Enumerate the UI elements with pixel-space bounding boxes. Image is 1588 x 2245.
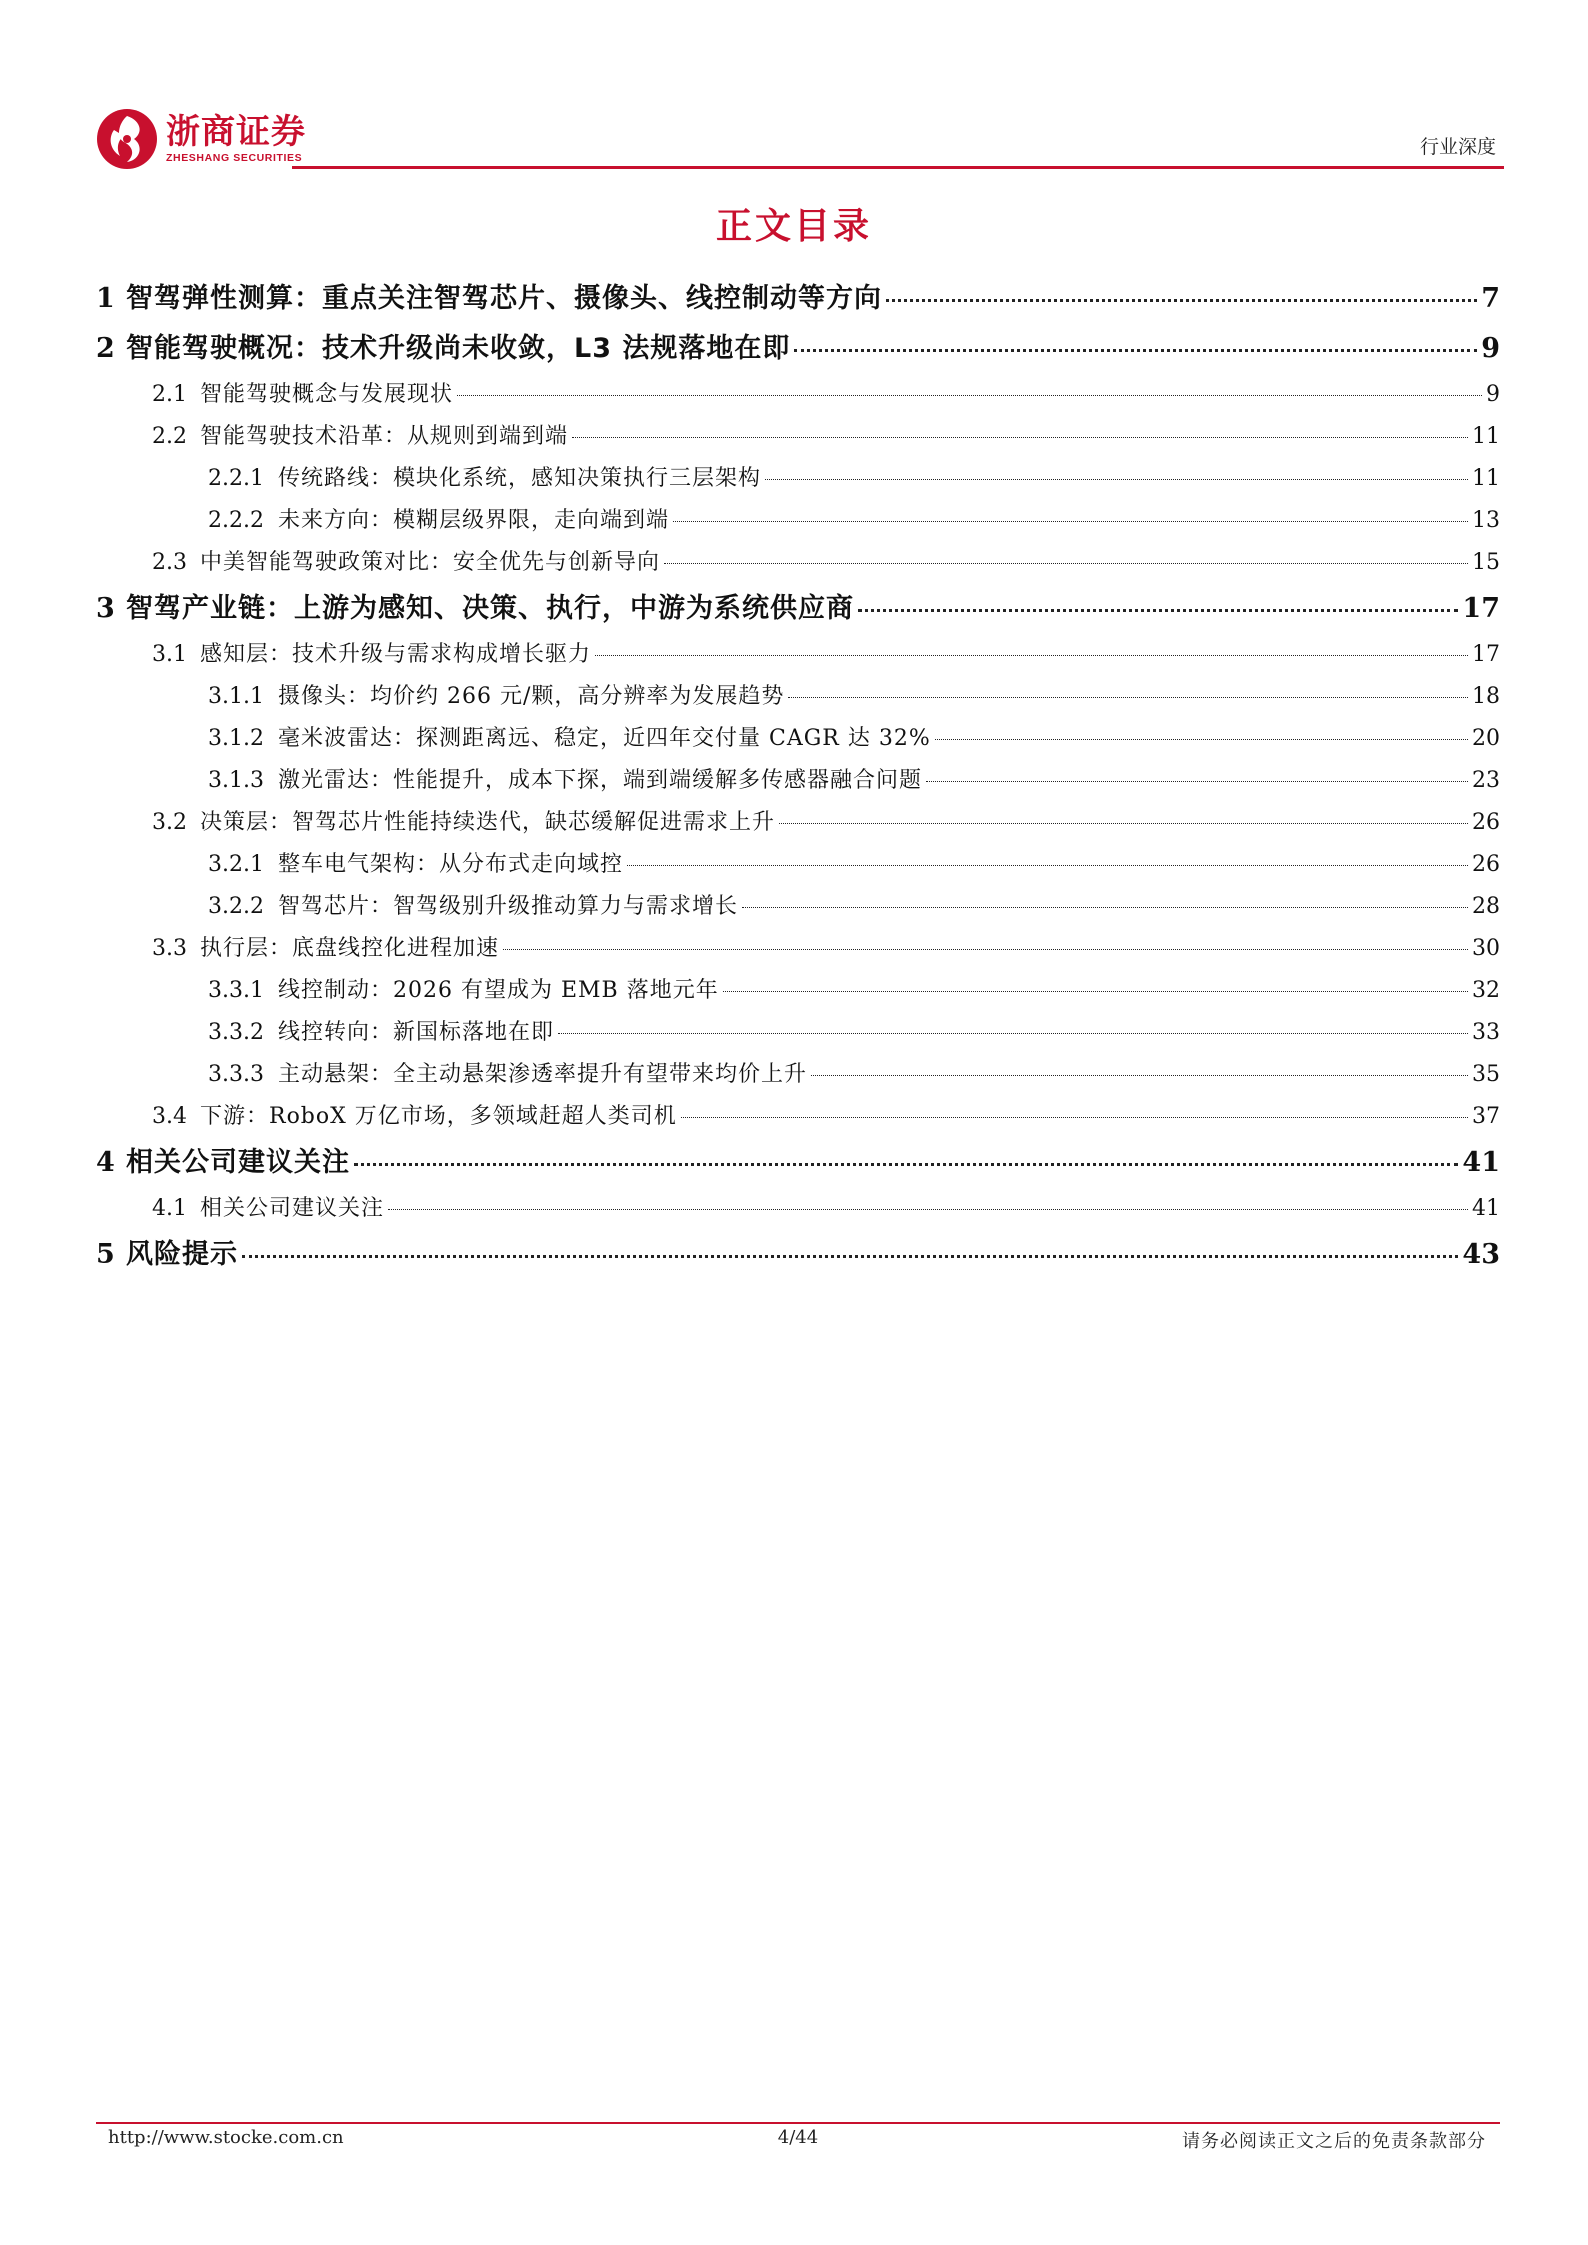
header-divider	[292, 166, 1504, 169]
toc-entry-page: 26	[1472, 810, 1500, 835]
toc-entry-label: 智驾芯片：智驾级别升级推动算力与需求增长	[278, 894, 739, 919]
toc-entry[interactable]	[96, 844, 1500, 886]
toc-entry[interactable]	[96, 676, 1500, 718]
toc-leader-dots	[503, 949, 1468, 950]
toc-leader-dots	[388, 1209, 1468, 1210]
logo-english-name: ZHESHANG SECURITIES	[166, 152, 303, 164]
toc-entry-page: 33	[1472, 1020, 1500, 1045]
toc-entry-page: 41	[1462, 1147, 1500, 1178]
toc-entry-number: 2.2.1	[208, 466, 264, 491]
toc-entry-number: 3.4	[152, 1104, 187, 1129]
toc-entry-number: 3.3.1	[208, 978, 264, 1003]
logo-chinese-name: 浙商证券	[166, 112, 306, 152]
disclaimer-notice: 请务必阅读正文之后的免责条款部分	[1182, 2131, 1486, 2152]
zheshang-logo-icon	[96, 108, 158, 170]
toc-leader-dots	[681, 1117, 1468, 1118]
toc-entry-page: 9	[1481, 333, 1500, 364]
toc-entry-label: 智能驾驶技术沿革：从规则到端到端	[200, 424, 569, 449]
toc-entry-number: 2.2	[152, 424, 187, 449]
report-type-tag: 行业深度	[1419, 136, 1496, 158]
toc-leader-dots	[788, 697, 1468, 698]
toc-entry-number: 2.1	[152, 382, 187, 407]
toc-leader-dots	[242, 1255, 1458, 1258]
toc-entry-page: 13	[1472, 508, 1500, 533]
toc-entry-page: 11	[1472, 424, 1500, 449]
toc-entry[interactable]	[96, 458, 1500, 500]
toc-leader-dots	[935, 739, 1468, 740]
toc-entry-label: 智能驾驶概念与发展现状	[200, 382, 454, 407]
toc-entry-page: 18	[1472, 684, 1500, 709]
toc-entry-page: 11	[1472, 466, 1500, 491]
toc-leader-dots	[858, 609, 1458, 612]
toc-entry[interactable]	[96, 760, 1500, 802]
toc-entry-label: 相关公司建议关注	[126, 1147, 350, 1178]
toc-entry-label: 主动悬架：全主动悬架渗透率提升有望带来均价上升	[278, 1062, 808, 1087]
toc-entry[interactable]	[96, 274, 1500, 324]
toc-entry[interactable]	[96, 500, 1500, 542]
toc-entry[interactable]	[96, 1096, 1500, 1138]
page-header	[96, 96, 1500, 168]
toc-entry[interactable]	[96, 1188, 1500, 1230]
toc-entry-number: 3.2	[152, 810, 187, 835]
toc-leader-dots	[794, 349, 1477, 352]
toc-entry-number: 2	[96, 333, 115, 364]
toc-entry[interactable]	[96, 1012, 1500, 1054]
toc-leader-dots	[886, 299, 1477, 302]
toc-entry[interactable]	[96, 324, 1500, 374]
table-of-contents	[96, 274, 1500, 1280]
toc-entry[interactable]	[96, 718, 1500, 760]
footer-divider	[96, 2122, 1500, 2124]
toc-entry[interactable]	[96, 1230, 1500, 1280]
toc-entry-label: 未来方向：模糊层级界限，走向端到端	[278, 508, 670, 533]
toc-entry-number: 1	[96, 283, 115, 314]
toc-entry-number: 2.2.2	[208, 508, 264, 533]
toc-entry-label: 线控制动：2026 有望成为 EMB 落地元年	[278, 978, 719, 1003]
toc-entry-number: 2.3	[152, 550, 187, 575]
toc-entry-page: 20	[1472, 726, 1500, 751]
toc-entry-label: 智驾弹性测算：重点关注智驾芯片、摄像头、线控制动等方向	[126, 283, 882, 314]
toc-entry-page: 23	[1472, 768, 1500, 793]
toc-entry[interactable]	[96, 970, 1500, 1012]
toc-entry-page: 9	[1486, 382, 1500, 407]
toc-entry-number: 4.1	[152, 1196, 187, 1221]
toc-entry[interactable]	[96, 1138, 1500, 1188]
toc-leader-dots	[627, 865, 1468, 866]
toc-entry-label: 线控转向：新国标落地在即	[278, 1020, 555, 1045]
toc-entry-label: 感知层：技术升级与需求构成增长驱力	[200, 642, 592, 667]
toc-entry-number: 4	[96, 1147, 115, 1178]
toc-entry[interactable]	[96, 416, 1500, 458]
toc-entry-page: 35	[1472, 1062, 1500, 1087]
toc-entry-page: 30	[1472, 936, 1500, 961]
toc-entry-number: 3.3.3	[208, 1062, 264, 1087]
toc-entry-label: 中美智能驾驶政策对比：安全优先与创新导向	[200, 550, 661, 575]
toc-leader-dots	[572, 437, 1468, 438]
toc-entry[interactable]	[96, 1054, 1500, 1096]
toc-entry[interactable]	[96, 886, 1500, 928]
toc-leader-dots	[664, 563, 1468, 564]
toc-entry-label: 相关公司建议关注	[200, 1196, 385, 1221]
toc-entry-label: 传统路线：模块化系统，感知决策执行三层架构	[278, 466, 762, 491]
toc-entry-page: 41	[1472, 1196, 1500, 1221]
toc-entry-number: 3	[96, 593, 115, 624]
toc-entry[interactable]	[96, 928, 1500, 970]
toc-entry-page: 17	[1472, 642, 1500, 667]
toc-entry-label: 激光雷达：性能提升，成本下探，端到端缓解多传感器融合问题	[278, 768, 923, 793]
toc-leader-dots	[354, 1163, 1458, 1166]
toc-entry-number: 3.1.2	[208, 726, 264, 751]
toc-leader-dots	[457, 395, 1482, 396]
toc-leader-dots	[723, 991, 1468, 992]
toc-entry[interactable]	[96, 542, 1500, 584]
toc-leader-dots	[779, 823, 1468, 824]
toc-entry-label: 毫米波雷达：探测距离远、稳定，近四年交付量 CAGR 达 32%	[278, 726, 931, 751]
toc-leader-dots	[811, 1075, 1468, 1076]
toc-entry[interactable]	[96, 802, 1500, 844]
toc-entry-number: 3.2.2	[208, 894, 264, 919]
toc-entry-number: 3.3.2	[208, 1020, 264, 1045]
toc-entry-page: 37	[1472, 1104, 1500, 1129]
toc-entry-number: 5	[96, 1239, 115, 1270]
toc-entry-label: 智驾产业链：上游为感知、决策、执行，中游为系统供应商	[126, 593, 854, 624]
toc-entry-page: 28	[1472, 894, 1500, 919]
toc-entry-number: 3.2.1	[208, 852, 264, 877]
toc-entry-label: 整车电气架构：从分布式走向域控	[278, 852, 624, 877]
website-link[interactable]: http://www.stocke.com.cn	[108, 2127, 344, 2148]
toc-leader-dots	[673, 521, 1468, 522]
toc-entry-label: 决策层：智驾芯片性能持续迭代，缺芯缓解促进需求上升	[200, 810, 776, 835]
page-title: 正文目录	[715, 206, 872, 247]
toc-entry[interactable]	[96, 634, 1500, 676]
toc-entry-number: 3.1.1	[208, 684, 264, 709]
toc-leader-dots	[595, 655, 1468, 656]
toc-entry-page: 43	[1462, 1239, 1500, 1270]
toc-entry-page: 15	[1472, 550, 1500, 575]
toc-entry-label: 摄像头：均价约 266 元/颗，高分辨率为发展趋势	[278, 684, 785, 709]
toc-entry-number: 3.3	[152, 936, 187, 961]
toc-entry-page: 7	[1481, 283, 1500, 314]
toc-entry[interactable]	[96, 374, 1500, 416]
toc-leader-dots	[742, 907, 1468, 908]
company-logo	[96, 108, 306, 170]
toc-entry-label: 执行层：底盘线控化进程加速	[200, 936, 500, 961]
toc-entry-label: 风险提示	[126, 1239, 238, 1270]
page-number: 4/44	[777, 2127, 819, 2148]
toc-entry-number: 3.1.3	[208, 768, 264, 793]
toc-entry-page: 32	[1472, 978, 1500, 1003]
toc-entry-page: 26	[1472, 852, 1500, 877]
toc-entry[interactable]	[96, 584, 1500, 634]
toc-leader-dots	[558, 1033, 1468, 1034]
toc-leader-dots	[765, 479, 1468, 480]
toc-entry-number: 3.1	[152, 642, 187, 667]
toc-entry-page: 17	[1462, 593, 1500, 624]
toc-leader-dots	[926, 781, 1468, 782]
toc-entry-label: 智能驾驶概况：技术升级尚未收敛，L3 法规落地在即	[126, 333, 791, 364]
toc-entry-label: 下游：RoboX 万亿市场，多领域赶超人类司机	[200, 1104, 677, 1129]
